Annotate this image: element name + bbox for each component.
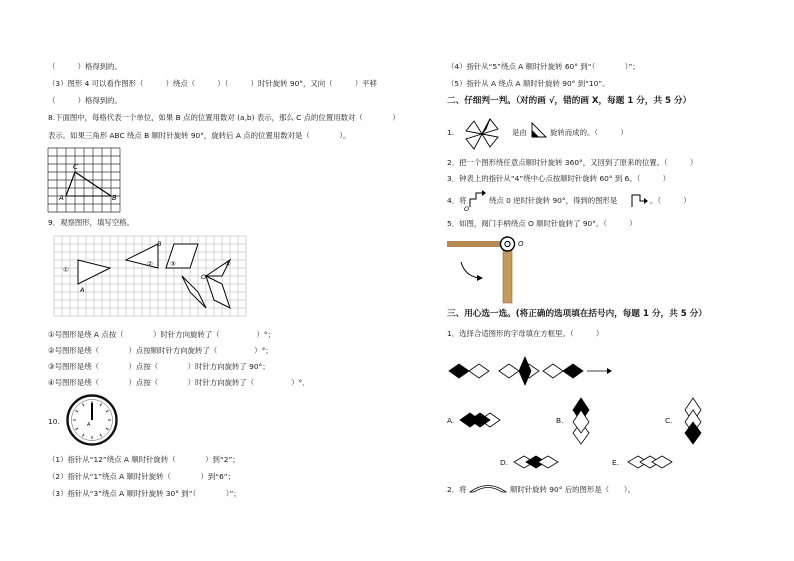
pinwheel-figure [462,115,502,153]
j4-o-label: O [464,205,470,213]
option-b-label: B. [556,416,564,425]
judge-3: 3．钟表上的指针从“4”绕中心点按顺时针旋转 60° 到 6。（ ） [447,174,670,183]
question-9-4: ④号图形是绕（ ）点按（ ）时针方向旋转了（ ）°． [48,378,310,387]
label-1: ① [63,266,69,274]
clock-icon [66,394,118,446]
question-9-3: ③号图形是绕（ ）点按（ ）时针方向旋转了 90°； [48,362,270,371]
option-d-figure[interactable] [512,452,564,472]
valve-handle [447,241,505,247]
judge-4-mid: 绕点 0 逆时针旋转 90°，得到的图形是 [489,196,618,205]
choice-1-sequence [447,354,617,390]
option-c-label: C. [665,416,673,425]
point-b-label: B [112,194,117,202]
judge-5: 5．如图，阀门手柄绕点 O 顺时针旋转了 90°。（ ） [447,219,637,228]
option-a-figure[interactable] [458,408,504,432]
question-10-4: （4）指针从“5”绕点 A 顺时针旋转 60° 到“（ ）”； [447,62,640,71]
option-b-figure[interactable] [570,396,592,446]
point-c-label: C [73,163,78,171]
question-10-5: （5）指针从 A 绕点 A 顺时针旋转 90° 到“10”。 [447,79,610,88]
line-fill-2: （ ）格得到的。 [48,96,122,105]
triangle-abc [66,172,111,196]
single-triangle-figure [530,121,548,139]
section-2-title: 二、仔细判一判。（对的画 √，错的画 X，每题 1 分，共 5 分） [447,96,692,106]
arc-shape-figure [468,481,508,493]
question-9-1: ①号图形是绕 A 点按（ ）时针方向旋转了（ ）°； [48,330,276,339]
point-b: B [157,240,162,248]
judge-2: 2．把一个图形绕任意点顺时针旋转 360°，又回到了原来的位置。（ ） [447,158,698,167]
valve-o-label: O [518,240,524,248]
question-10-2: （2）指针从“1”绕点 A 顺时针旋转（ ）到“6”； [48,472,235,481]
judge-1-num: 1. [447,128,455,137]
line-figure4: （3）图形 4 可以看作图形（ ）绕点（ ）（ ）时针旋转 90°，又向（ ）平移 [48,79,377,88]
answer-box[interactable] [622,358,644,378]
q9-grid-figure [54,236,249,318]
line-fill-1: （ ）格得到的。 [48,62,122,71]
question-10-3: （3）指针从“3”绕点 A 顺时针旋转 30° 到“（ ）”； [48,489,241,498]
clock-center-label: A [87,422,91,428]
judge-1-text: 是由 [512,128,527,137]
valve-figure [447,234,537,304]
question-9: 9．观察图形，填写空格。 [48,218,135,227]
question-8a: 8.下面图中，每格代表一个单位，如果 B 点的位置用数对 (a,b) 表示，那么 C 点的位置用数对（ ） [48,113,400,122]
choice-2-pre: 2．将 [447,485,467,494]
j4-shape-original [466,189,488,211]
point-a-label: A [59,194,64,202]
option-c-figure[interactable] [682,396,704,446]
label-3: ③ [170,260,176,268]
point-o: O [201,273,207,281]
option-a-label: A. [447,416,455,425]
j4-shape-result [628,189,650,211]
choice-2-tail: 顺时针旋转 90° 后的图形是（ ）。 [510,485,635,494]
judge-4-tail: 。（ ） [650,196,691,205]
valve-pipe [503,246,512,303]
point-a: A [80,286,85,294]
section-3-title: 三、用心选一选。(将正确的选项填在括号内，每题 1 分，共 5 分） [447,309,707,319]
question-10-1: （1）指针从“12”绕点 A 顺时针旋转（ ）到“2”； [48,455,240,464]
question-10: 10. [48,417,60,426]
q8-grid-figure [48,148,128,214]
rotation-arrow-icon [477,275,483,281]
judge-4-pre: 4．将 [447,196,467,205]
question-8b: 表示。如果三角形 ABC 绕点 B 顺时针旋转 90°，旋转后 A 点的位置用数对是（ ）。 [48,131,351,140]
judge-1-tail: 旋转而成的。（ ） [550,128,628,137]
option-e-label: E. [612,458,620,467]
label-2: ② [147,260,153,268]
choice-1: 1．选择合适图形的字母填在方框里。（ ） [447,329,604,338]
question-9-2: ②号图形是绕（ ）点按顺时针方向旋转了（ ）°； [48,346,273,355]
label-4: ④ [225,260,231,268]
option-e-figure[interactable] [626,452,678,472]
option-d-label: D. [500,458,509,467]
